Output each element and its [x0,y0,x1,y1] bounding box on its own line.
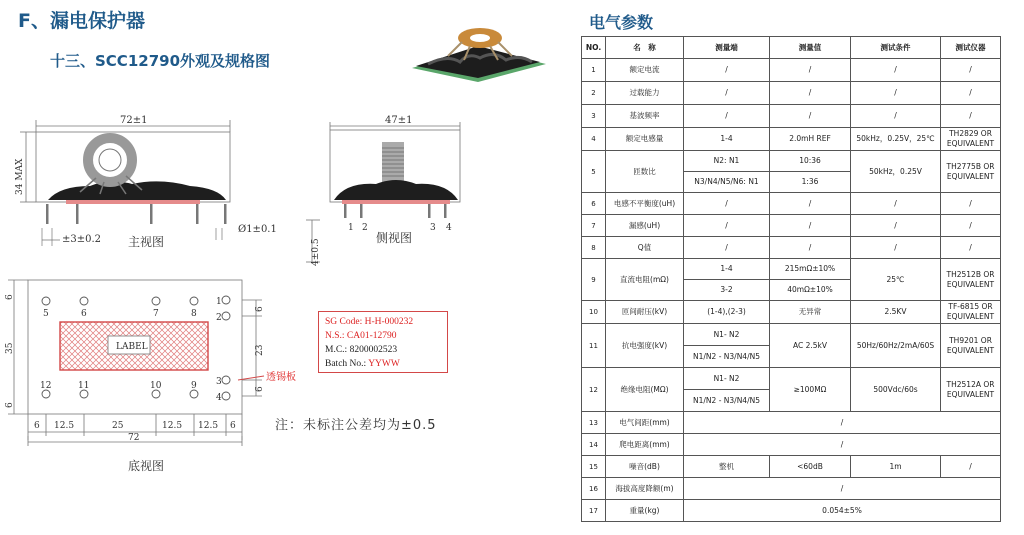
table-row: 8 Q值 / / / / [582,237,1001,259]
dim-right-middle: 23 [255,344,265,356]
table-row: 14 爬电距离(mm) / [582,434,1001,456]
side-pin-1: 1 [348,223,354,233]
bottom-pin-11: 11 [78,381,90,391]
table-row: 10 匝间耐压(kV) (1-4),(2-3) 无异常 2.5KV TF-6815 OR EQUIVALENT [582,301,1001,324]
col-instrument: 测试仪器 [941,37,1001,59]
right-pin-4: 4 [216,393,222,403]
table-row: N3/N4/N5/N6: N1 1:36 [582,172,1001,193]
dim-bottom-6: 6 [230,421,236,431]
batch-line: Batch No.: YYWW [325,359,400,369]
table-row: 6 电感不平衡度(uH) / / / / [582,193,1001,215]
table-row: 17 重量(kg) 0.054±5% [582,500,1001,522]
dim-bottom-1: 6 [34,421,40,431]
side-pin-3: 3 [430,223,436,233]
pin-diameter-dim: Ø1±0.1 [238,224,277,235]
bottom-pin-12: 12 [40,381,52,391]
dim-bottom-4: 12.5 [162,421,183,431]
bottom-pin-7: 7 [153,309,159,319]
drawing-subtitle: 十三、SCC12790外观及规格图 [50,52,271,70]
dim-height-left: 35 [5,342,15,354]
table-row: 9 直流电阻(mΩ) 1-4 215mΩ±10% 25℃ TH2512B OR EQUIVALENT [582,259,1001,280]
params-title: 电气参数 [589,13,654,32]
table-header-row [582,37,1001,59]
table-row: 13 电气间距(mm) / [582,412,1001,434]
side-view-caption: 侧视图 [376,231,413,245]
side-view-body [334,142,458,218]
bottom-pin-6: 6 [81,309,87,319]
dim-right-bottom: 6 [255,386,265,392]
front-height-dim: 34 MAX [15,158,25,195]
dim-bottom-left-offset: 6 [5,402,15,408]
col-condition: 测试条件 [851,37,941,59]
table-row: 3-2 40mΩ±10% [582,280,1001,301]
side-pin-length-dim: 4±0.5 [311,238,321,266]
front-view-body [46,138,227,224]
dim-bottom-3: 25 [112,421,124,431]
table-row: 15 噪音(dB) 整机 <60dB 1m / [582,456,1001,478]
dim-bottom-2: 12.5 [54,421,75,431]
electrical-params-table [581,36,1001,522]
tolerance-note: 注：未标注公差均为±0.5 [275,418,437,433]
side-pin-2: 2 [362,223,368,233]
bottom-label-text: LABEL [116,342,148,352]
right-pin-2: 2 [216,313,222,323]
dim-bottom-5: 12.5 [198,421,219,431]
table-row: 2 过载能力 / / / / [582,82,1001,105]
front-width-dim: 72±1 [120,115,148,126]
table-row: 1 额定电流 / / / / [582,59,1001,82]
col-no: NO. [582,37,606,59]
table-row: 4 额定电感量 1-4 2.0mH REF 50kHz，0.25V，25℃ TH2829 OR EQUIVALENT [582,128,1001,151]
dim-top-left-offset: 6 [5,294,15,300]
table-row: 12 绝缘电阻(MΩ) N1- N2 ≥100MΩ 500Vdc/60s TH2512A OR EQUIVALENT [582,368,1001,390]
bottom-pin-9: 9 [191,381,197,391]
dim-total-width: 72 [128,433,140,443]
table-row: N1/N2 - N3/N4/N5 [582,346,1001,368]
mc-line: M.C.: 8200002523 [325,345,398,355]
col-name: 名 称 [606,37,684,59]
bottom-pin-5: 5 [43,309,49,319]
front-view-caption: 主视图 [128,235,165,249]
table-row: 3 基波频率 / / / / [582,105,1001,128]
right-pin-1: 1 [216,297,222,307]
window-label: 透锡板 [266,372,296,383]
bottom-view-caption: 底视图 [128,459,165,473]
label-card [318,311,448,373]
side-width-dim: 47±1 [385,115,413,126]
side-pin-4: 4 [446,223,452,233]
col-value: 测量值 [770,37,851,59]
right-pin-3: 3 [216,377,222,387]
pin-spacing-dim: ±3±0.2 [62,234,102,245]
col-port: 测量端 [684,37,770,59]
dim-right-top: 6 [255,306,265,312]
sg-code-line: SG Code: H-H-000232 [325,317,414,327]
ns-line: N.S.: CA01-12790 [325,331,397,341]
table-row: 7 漏感(uH) / / / / [582,215,1001,237]
table-row: 11 抗电强度(kV) N1- N2 AC 2.5kV 50Hz/60Hz/2mA/60S TH9201 OR EQUIVALENT [582,324,1001,346]
section-title: F、漏电保护器 [18,10,145,32]
table-row: 16 海拔高度降额(m) / [582,478,1001,500]
bottom-pin-10: 10 [150,381,162,391]
bottom-pin-8: 8 [191,309,197,319]
table-row: 5 匝数比 N2: N1 10:36 50kHz，0.25V TH2775B OR EQUIVALENT [582,151,1001,172]
table-row: N1/N2 - N3/N4/N5 [582,390,1001,412]
